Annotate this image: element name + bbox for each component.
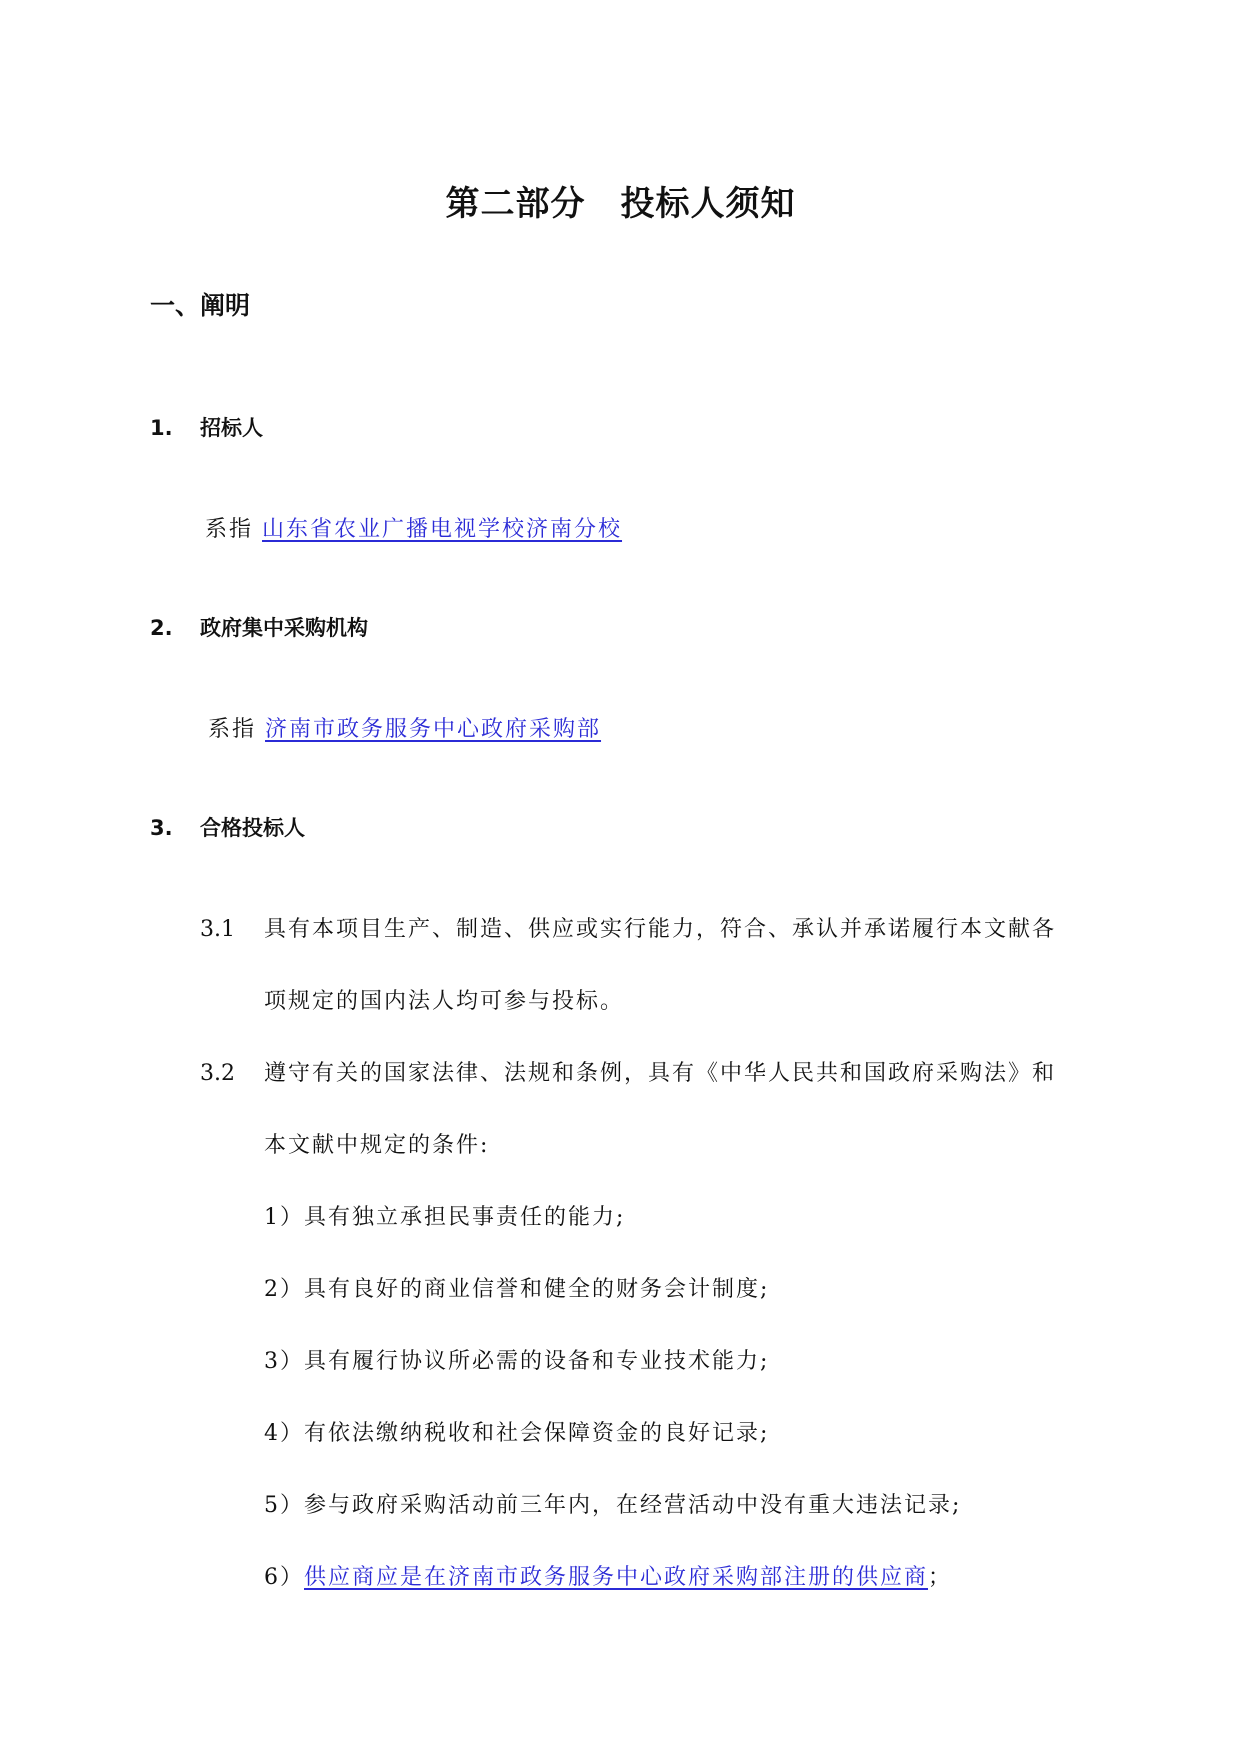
item-2-heading (150, 612, 368, 642)
clause-3-2-line-1 (200, 1056, 1056, 1087)
clause-number: 3.1 (200, 917, 235, 942)
clause-3-2-line-2: 本文献中规定的条件: (264, 1133, 490, 1158)
clause-3-1-line-1 (200, 912, 1056, 943)
condition-1: 1）具有独立承担民事责任的能力; (264, 1205, 626, 1230)
item-heading-text: 政府集中采购机构 (200, 616, 368, 640)
section-heading: 一、阐明 (150, 291, 251, 320)
condition-3: 3）具有履行协议所必需的设备和专业技术能力; (264, 1349, 770, 1374)
clause-text: 具有本项目生产、制造、供应或实行能力，符合、承认并承诺履行本文献各 (264, 917, 1057, 942)
clause-text: 遵守有关的国家法律、法规和条例，具有《中华人民共和国政府采购法》和 (264, 1061, 1057, 1086)
item-1-definition (205, 512, 622, 543)
item-number: 3. (150, 816, 173, 840)
page-title: 第二部分 投标人须知 (445, 184, 796, 224)
clause-3-1-line-2: 项规定的国内法人均可参与投标。 (264, 989, 625, 1014)
clause-number: 3.2 (200, 1061, 235, 1086)
condition-4: 4）有依法缴纳税收和社会保障资金的良好记录; (264, 1421, 770, 1446)
item-heading-text: 招标人 (200, 416, 263, 440)
procurement-agency-link[interactable]: 济南市政务服务中心政府采购部 (265, 717, 602, 742)
condition-6-prefix: 6） (264, 1565, 304, 1590)
item-1-heading (150, 412, 263, 442)
condition-6 (264, 1560, 952, 1591)
item-2-definition (208, 712, 601, 743)
condition-6-suffix: ； (928, 1565, 953, 1590)
definition-prefix: 系指 (205, 517, 254, 542)
item-heading-text: 合格投标人 (200, 816, 305, 840)
item-number: 1. (150, 416, 173, 440)
definition-prefix: 系指 (208, 717, 257, 742)
item-3-heading (150, 812, 305, 842)
condition-5: 5）参与政府采购活动前三年内，在经营活动中没有重大违法记录; (264, 1493, 962, 1518)
condition-2: 2）具有良好的商业信誉和健全的财务会计制度; (264, 1277, 770, 1302)
registered-supplier-link[interactable]: 供应商应是在济南市政务服务中心政府采购部注册的供应商 (304, 1565, 929, 1590)
tenderer-link[interactable]: 山东省农业广播电视学校济南分校 (262, 517, 623, 542)
item-number: 2. (150, 616, 173, 640)
